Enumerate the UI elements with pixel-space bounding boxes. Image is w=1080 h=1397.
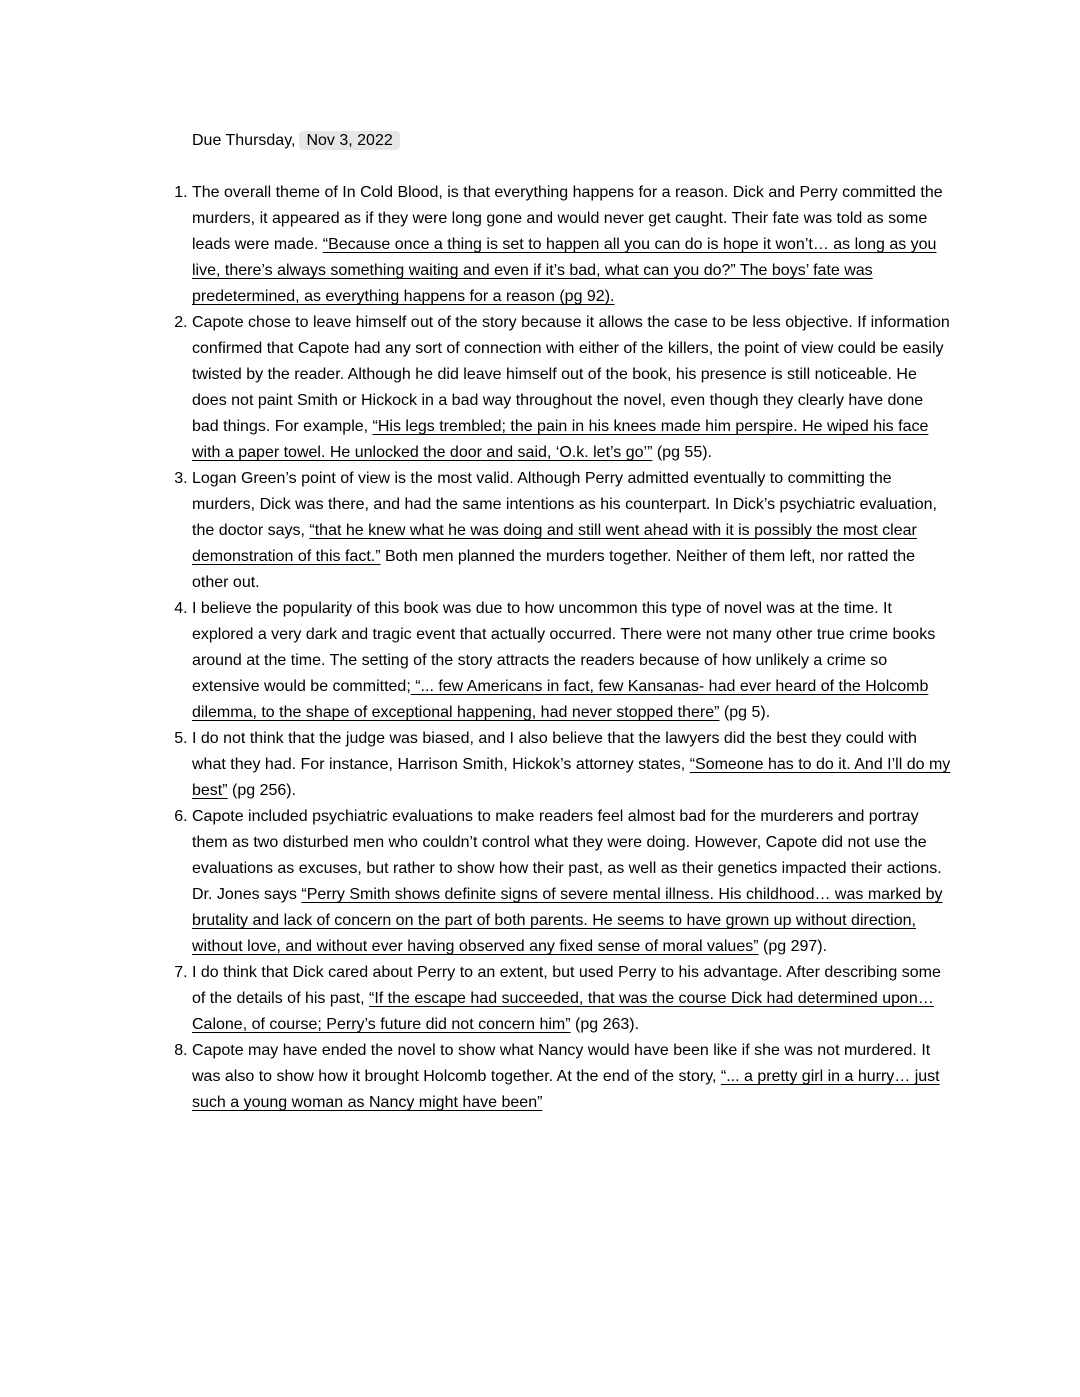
due-date-highlight: Nov 3, 2022 — [299, 131, 399, 150]
underlined-quote: “If the escape had succeeded, that was the course Dick had determined upon… Calone, of course; Perry’s future did not concern him” — [192, 990, 934, 1033]
due-date-prefix: Due Thursday, — [192, 132, 296, 149]
text-segment: The overall theme of In Cold Blood, is that everything happens for a reason. Dick and Perry committed the murders, it appeared as if they were long gone and would never get caught. Their fate was told as some leads were made. — [192, 184, 943, 253]
underlined-quote: “His legs trembled; the pain in his knees made him perspire. He wiped his face with a paper towel. He unlocked the door and said, ‘O.k. let’s go’” — [192, 418, 929, 461]
text-segment: (pg 55). — [652, 444, 712, 461]
underlined-quote: “... a pretty girl in a hurry… just such a young woman as Nancy might have been” — [192, 1068, 940, 1111]
text-segment: Logan Green’s point of view is the most valid. Although Perry admitted eventually to committing the murders, Dick was there, and had the same intentions as his counterpart. In Dick’s psychiatric evaluation, the doctor says, — [192, 470, 937, 539]
list-item — [192, 804, 954, 960]
underlined-quote: “Someone has to do it. And I’ll do my best” — [192, 756, 951, 799]
underlined-quote: “Perry Smith shows definite signs of severe mental illness. His childhood… was marked by brutality and lack of concern on the part of both parents. He seems to have grown up without direction, without love, and without ever having observed any fixed sense of moral values” — [192, 886, 943, 955]
text-segment: (pg 256). — [227, 782, 297, 799]
text-segment: (pg 5). — [719, 704, 771, 721]
list-item — [192, 466, 954, 596]
underlined-quote: “... few Americans in fact, few Kansanas- had ever heard of the Holcomb dilemma, to the shape of exceptional happening, had never stopped there” — [192, 678, 929, 721]
text-segment: Capote included psychiatric evaluations to make readers feel almost bad for the murderers and portray them as two disturbed men who couldn’t control what they were doing. However, Capote did not use the evaluations as excuses, but rather to show how their past, as well as their genetics impacted their actions. Dr. Jones says — [192, 808, 942, 903]
list-item — [192, 1038, 954, 1116]
text-segment: I believe the popularity of this book was due to how uncommon this type of novel was at the time. It explored a very dark and tragic event that actually occurred. There were not many other true crime books around at the time. The setting of the story attracts the readers because of how unlikely a crime so extensive would be committed; — [192, 600, 936, 695]
text-segment: Capote chose to leave himself out of the story because it allows the case to be less objective. If information confirmed that Capote had any sort of connection with either of the killers, the point of view could be easily twisted by the reader. Although he did leave himself out of the book, his presence is still noticeable. He does not paint Smith or Hickock in a bad way throughout the novel, even though they clearly have done bad things. For example, — [192, 314, 950, 435]
list-item — [192, 180, 954, 310]
answer-list — [160, 180, 954, 1116]
due-date-line — [192, 128, 960, 154]
text-segment: (pg 297). — [758, 938, 828, 955]
text-segment: I do think that Dick cared about Perry to an extent, but used Perry to his advantage. After describing some of the details of his past, — [192, 964, 941, 1007]
underlined-quote: “Because once a thing is set to happen all you can do is hope it won’t… as long as you live, there’s always something waiting and even if it’s bad, what can you do?” The boys’ fate was predetermined, as everything happens for a reason (pg 92). — [192, 236, 937, 305]
list-item — [192, 726, 954, 804]
text-segment: Capote may have ended the novel to show what Nancy would have been like if she was not murdered. It was also to show how it brought Holcomb together. At the end of the story, — [192, 1042, 931, 1085]
list-item — [192, 596, 954, 726]
text-segment: I do not think that the judge was biased, and I also believe that the lawyers did the best they could with what they had. For instance, Harrison Smith, Hickok’s attorney states, — [192, 730, 917, 773]
list-item — [192, 310, 954, 466]
underlined-quote: “that he knew what he was doing and still went ahead with it is possibly the most clear demonstration of this fact.” — [192, 522, 917, 565]
text-segment: Both men planned the murders together. Neither of them left, nor ratted the other out. — [192, 548, 916, 591]
text-segment: (pg 263). — [570, 1016, 640, 1033]
list-item — [192, 960, 954, 1038]
